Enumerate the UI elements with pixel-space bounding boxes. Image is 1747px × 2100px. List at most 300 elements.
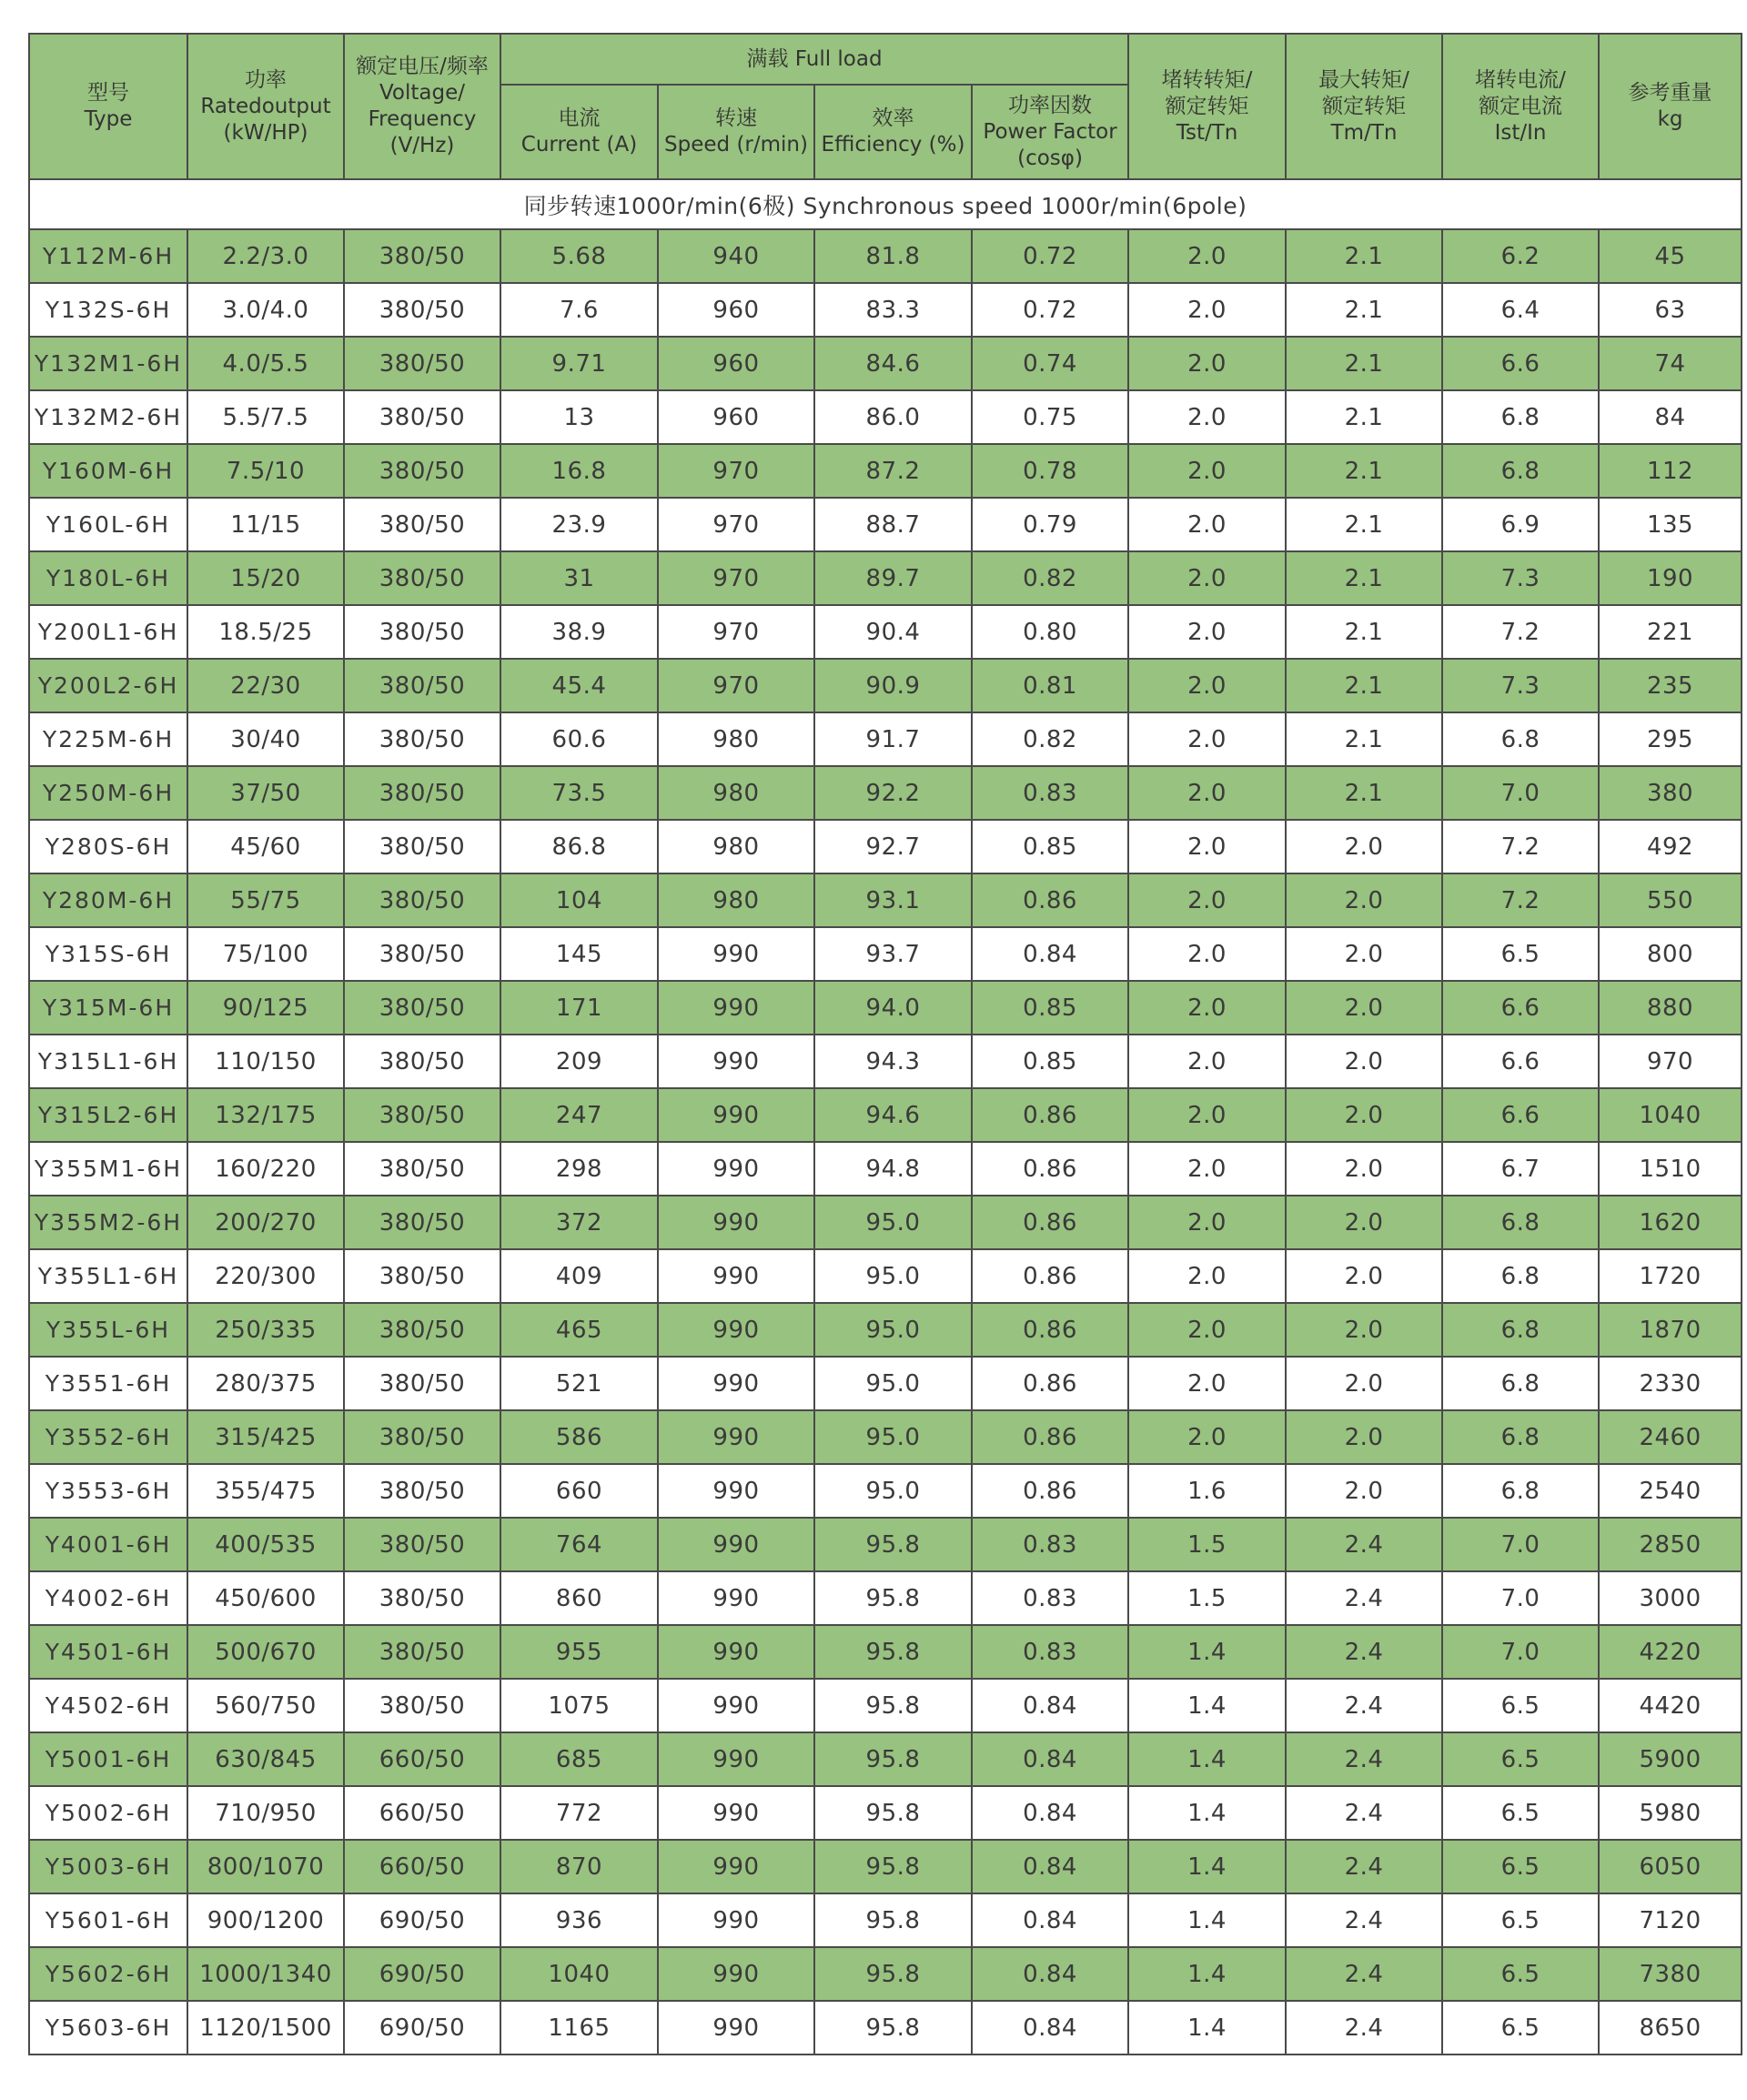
table-cell: 15/20 xyxy=(187,551,344,605)
table-cell: 380/50 xyxy=(344,444,500,498)
table-cell: 2460 xyxy=(1599,1410,1742,1464)
table-cell: 380/50 xyxy=(344,390,500,444)
table-cell: 6.8 xyxy=(1442,390,1599,444)
table-cell: 2.0 xyxy=(1128,712,1286,766)
table-cell: 900/1200 xyxy=(187,1893,344,1947)
table-cell: 0.84 xyxy=(972,1840,1128,1893)
model-type-cell: Y200L1-6H xyxy=(29,605,187,659)
table-cell: 7.2 xyxy=(1442,820,1599,873)
table-cell: 91.7 xyxy=(814,712,972,766)
table-cell: 1.5 xyxy=(1128,1518,1286,1571)
table-cell: 6.4 xyxy=(1442,283,1599,337)
table-cell: 295 xyxy=(1599,712,1742,766)
table-cell: 95.0 xyxy=(814,1464,972,1518)
model-type-cell: Y4001-6H xyxy=(29,1518,187,1571)
table-cell: 132/175 xyxy=(187,1088,344,1142)
table-cell: 112 xyxy=(1599,444,1742,498)
model-type-cell: Y3552-6H xyxy=(29,1410,187,1464)
table-cell: 2.0 xyxy=(1128,659,1286,712)
table-row xyxy=(29,1893,1742,1947)
table-cell: 560/750 xyxy=(187,1679,344,1732)
table-row xyxy=(29,981,1742,1035)
model-type-cell: Y4002-6H xyxy=(29,1571,187,1625)
table-row xyxy=(29,1840,1742,1893)
table-cell: 2.0 xyxy=(1128,1410,1286,1464)
table-cell: 2.0 xyxy=(1128,283,1286,337)
motor-spec-table xyxy=(28,33,1742,2055)
table-cell: 2.1 xyxy=(1286,337,1442,390)
table-cell: 2.4 xyxy=(1286,1679,1442,1732)
table-cell: 95.8 xyxy=(814,1518,972,1571)
table-cell: 500/670 xyxy=(187,1625,344,1679)
table-cell: 94.6 xyxy=(814,1088,972,1142)
table-cell: 2.0 xyxy=(1286,1035,1442,1088)
table-cell: 0.84 xyxy=(972,927,1128,981)
table-cell: 2.0 xyxy=(1286,1088,1442,1142)
table-cell: 1.6 xyxy=(1128,1464,1286,1518)
table-cell: 990 xyxy=(658,1518,814,1571)
model-type-cell: Y355L1-6H xyxy=(29,1249,187,1303)
table-cell: 5980 xyxy=(1599,1786,1742,1840)
table-cell: 0.86 xyxy=(972,1088,1128,1142)
table-cell: 1720 xyxy=(1599,1249,1742,1303)
table-cell: 380/50 xyxy=(344,605,500,659)
table-cell: 2.1 xyxy=(1286,551,1442,605)
table-cell: 0.78 xyxy=(972,444,1128,498)
table-cell: 710/950 xyxy=(187,1786,344,1840)
table-cell: 2.4 xyxy=(1286,1893,1442,1947)
table-cell: 5900 xyxy=(1599,1732,1742,1786)
table-cell: 45.4 xyxy=(500,659,658,712)
table-row xyxy=(29,337,1742,390)
table-cell: 0.85 xyxy=(972,981,1128,1035)
table-cell: 690/50 xyxy=(344,1947,500,2001)
table-cell: 690/50 xyxy=(344,1893,500,1947)
table-cell: 2.4 xyxy=(1286,1840,1442,1893)
table-cell: 2.0 xyxy=(1128,927,1286,981)
table-cell: 86.8 xyxy=(500,820,658,873)
table-cell: 550 xyxy=(1599,873,1742,927)
table-cell: 0.84 xyxy=(972,1947,1128,2001)
table-cell: 6.8 xyxy=(1442,1196,1599,1249)
table-cell: 95.0 xyxy=(814,1357,972,1410)
table-cell: 970 xyxy=(658,551,814,605)
table-row xyxy=(29,820,1742,873)
table-cell: 298 xyxy=(500,1142,658,1196)
table-cell: 0.83 xyxy=(972,1518,1128,1571)
table-cell: 95.0 xyxy=(814,1196,972,1249)
table-row xyxy=(29,659,1742,712)
table-cell: 380/50 xyxy=(344,229,500,283)
table-cell: 1.4 xyxy=(1128,2001,1286,2055)
table-cell: 0.86 xyxy=(972,1303,1128,1357)
table-cell: 7.0 xyxy=(1442,766,1599,820)
table-cell: 2.1 xyxy=(1286,659,1442,712)
table-cell: 55/75 xyxy=(187,873,344,927)
header-efficiency: 效率 Efficiency (%) xyxy=(814,85,972,179)
table-cell: 7.5/10 xyxy=(187,444,344,498)
table-cell: 95.8 xyxy=(814,2001,972,2055)
table-cell: 380/50 xyxy=(344,498,500,551)
table-cell: 7.0 xyxy=(1442,1571,1599,1625)
model-type-cell: Y355M2-6H xyxy=(29,1196,187,1249)
header-power-factor: 功率因数 Power Factor (cosφ) xyxy=(972,85,1128,179)
table-cell: 6.5 xyxy=(1442,1732,1599,1786)
table-cell: 380/50 xyxy=(344,1679,500,1732)
table-cell: 235 xyxy=(1599,659,1742,712)
table-cell: 90.4 xyxy=(814,605,972,659)
table-row xyxy=(29,873,1742,927)
table-cell: 6.5 xyxy=(1442,2001,1599,2055)
table-cell: 37/50 xyxy=(187,766,344,820)
table-body xyxy=(29,179,1742,2055)
header-full-load: 满载 Full load xyxy=(500,34,1128,85)
table-cell: 0.86 xyxy=(972,873,1128,927)
table-row xyxy=(29,1357,1742,1410)
table-cell: 380/50 xyxy=(344,1035,500,1088)
table-cell: 0.84 xyxy=(972,1732,1128,1786)
table-cell: 980 xyxy=(658,766,814,820)
table-cell: 95.8 xyxy=(814,1786,972,1840)
table-cell: 2.4 xyxy=(1286,2001,1442,2055)
table-row xyxy=(29,1518,1742,1571)
table-cell: 2.1 xyxy=(1286,229,1442,283)
table-cell: 73.5 xyxy=(500,766,658,820)
table-cell: 2.1 xyxy=(1286,766,1442,820)
table-cell: 250/335 xyxy=(187,1303,344,1357)
table-cell: 409 xyxy=(500,1249,658,1303)
table-cell: 0.83 xyxy=(972,1625,1128,1679)
table-cell: 95.8 xyxy=(814,1840,972,1893)
table-cell: 2540 xyxy=(1599,1464,1742,1518)
table-cell: 990 xyxy=(658,1571,814,1625)
table-cell: 94.3 xyxy=(814,1035,972,1088)
table-cell: 93.7 xyxy=(814,927,972,981)
model-type-cell: Y4501-6H xyxy=(29,1625,187,1679)
table-cell: 95.0 xyxy=(814,1410,972,1464)
model-type-cell: Y5602-6H xyxy=(29,1947,187,2001)
table-row xyxy=(29,498,1742,551)
table-cell: 380/50 xyxy=(344,927,500,981)
table-cell: 0.83 xyxy=(972,766,1128,820)
table-cell: 7.2 xyxy=(1442,605,1599,659)
table-cell: 6.8 xyxy=(1442,1464,1599,1518)
table-cell: 940 xyxy=(658,229,814,283)
table-cell: 3000 xyxy=(1599,1571,1742,1625)
table-cell: 90/125 xyxy=(187,981,344,1035)
table-cell: 7380 xyxy=(1599,1947,1742,2001)
table-cell: 6.8 xyxy=(1442,712,1599,766)
table-cell: 2.0 xyxy=(1128,1357,1286,1410)
table-cell: 7120 xyxy=(1599,1893,1742,1947)
table-cell: 92.2 xyxy=(814,766,972,820)
table-cell: 980 xyxy=(658,873,814,927)
table-cell: 315/425 xyxy=(187,1410,344,1464)
table-cell: 1165 xyxy=(500,2001,658,2055)
table-cell: 380/50 xyxy=(344,659,500,712)
table-cell: 1510 xyxy=(1599,1142,1742,1196)
table-cell: 990 xyxy=(658,1786,814,1840)
table-cell: 2.0 xyxy=(1128,390,1286,444)
table-cell: 4.0/5.5 xyxy=(187,337,344,390)
table-cell: 8650 xyxy=(1599,2001,1742,2055)
table-cell: 860 xyxy=(500,1571,658,1625)
table-cell: 2.0 xyxy=(1128,444,1286,498)
table-cell: 7.0 xyxy=(1442,1625,1599,1679)
table-cell: 7.2 xyxy=(1442,873,1599,927)
table-row xyxy=(29,390,1742,444)
table-cell: 95.0 xyxy=(814,1303,972,1357)
table-cell: 2330 xyxy=(1599,1357,1742,1410)
group-title-row xyxy=(29,179,1742,229)
table-cell: 380/50 xyxy=(344,712,500,766)
table-cell: 960 xyxy=(658,283,814,337)
table-cell: 2.0 xyxy=(1128,1249,1286,1303)
table-cell: 247 xyxy=(500,1088,658,1142)
table-cell: 45 xyxy=(1599,229,1742,283)
table-cell: 0.84 xyxy=(972,2001,1128,2055)
table-cell: 990 xyxy=(658,1357,814,1410)
table-row xyxy=(29,1786,1742,1840)
table-cell: 465 xyxy=(500,1303,658,1357)
table-cell: 380/50 xyxy=(344,1142,500,1196)
table-cell: 90.9 xyxy=(814,659,972,712)
table-cell: 380/50 xyxy=(344,283,500,337)
table-row xyxy=(29,1732,1742,1786)
table-cell: 936 xyxy=(500,1893,658,1947)
table-cell: 1040 xyxy=(500,1947,658,2001)
table-cell: 990 xyxy=(658,1035,814,1088)
table-cell: 221 xyxy=(1599,605,1742,659)
table-cell: 990 xyxy=(658,1840,814,1893)
table-cell: 2.0 xyxy=(1286,981,1442,1035)
table-cell: 630/845 xyxy=(187,1732,344,1786)
table-cell: 7.3 xyxy=(1442,551,1599,605)
table-cell: 63 xyxy=(1599,283,1742,337)
table-cell: 990 xyxy=(658,2001,814,2055)
table-cell: 31 xyxy=(500,551,658,605)
synchronous-speed-title: 同步转速1000r/min(6极) Synchronous speed 1000r/min(6pole) xyxy=(29,179,1742,229)
table-row xyxy=(29,1410,1742,1464)
table-cell: 2.0 xyxy=(1128,337,1286,390)
table-cell: 1.4 xyxy=(1128,1732,1286,1786)
table-cell: 1120/1500 xyxy=(187,2001,344,2055)
table-cell: 2.0 xyxy=(1286,1410,1442,1464)
table-cell: 2.0 xyxy=(1286,820,1442,873)
table-cell: 660/50 xyxy=(344,1840,500,1893)
table-cell: 990 xyxy=(658,1679,814,1732)
model-type-cell: Y315S-6H xyxy=(29,927,187,981)
model-type-cell: Y160M-6H xyxy=(29,444,187,498)
table-cell: 2.1 xyxy=(1286,283,1442,337)
table-cell: 5.5/7.5 xyxy=(187,390,344,444)
table-cell: 6.8 xyxy=(1442,444,1599,498)
table-cell: 380/50 xyxy=(344,1088,500,1142)
table-cell: 94.8 xyxy=(814,1142,972,1196)
table-cell: 60.6 xyxy=(500,712,658,766)
table-cell: 2.4 xyxy=(1286,1947,1442,2001)
table-cell: 95.0 xyxy=(814,1249,972,1303)
model-type-cell: Y280S-6H xyxy=(29,820,187,873)
table-cell: 95.8 xyxy=(814,1679,972,1732)
table-cell: 1870 xyxy=(1599,1303,1742,1357)
table-cell: 0.84 xyxy=(972,1893,1128,1947)
header-speed: 转速 Speed (r/min) xyxy=(658,85,814,179)
table-cell: 2.4 xyxy=(1286,1786,1442,1840)
header-weight: 参考重量 kg xyxy=(1599,34,1742,179)
table-cell: 380/50 xyxy=(344,1571,500,1625)
table-cell: 145 xyxy=(500,927,658,981)
table-row xyxy=(29,2001,1742,2055)
model-type-cell: Y5603-6H xyxy=(29,2001,187,2055)
model-type-cell: Y180L-6H xyxy=(29,551,187,605)
table-cell: 6.6 xyxy=(1442,1088,1599,1142)
table-cell: 11/15 xyxy=(187,498,344,551)
table-cell: 990 xyxy=(658,1464,814,1518)
table-cell: 380/50 xyxy=(344,1410,500,1464)
table-cell: 380/50 xyxy=(344,1464,500,1518)
table-cell: 2.0 xyxy=(1128,498,1286,551)
table-cell: 94.0 xyxy=(814,981,972,1035)
table-row xyxy=(29,1947,1742,2001)
table-cell: 6.5 xyxy=(1442,1947,1599,2001)
table-row xyxy=(29,1088,1742,1142)
table-cell: 7.3 xyxy=(1442,659,1599,712)
table-cell: 0.80 xyxy=(972,605,1128,659)
table-cell: 0.82 xyxy=(972,551,1128,605)
table-row xyxy=(29,1625,1742,1679)
model-type-cell: Y132M1-6H xyxy=(29,337,187,390)
table-cell: 1.4 xyxy=(1128,1679,1286,1732)
table-cell: 980 xyxy=(658,820,814,873)
table-cell: 1.5 xyxy=(1128,1571,1286,1625)
table-cell: 6.9 xyxy=(1442,498,1599,551)
table-cell: 0.86 xyxy=(972,1249,1128,1303)
table-cell: 5.68 xyxy=(500,229,658,283)
table-cell: 1620 xyxy=(1599,1196,1742,1249)
table-cell: 2.0 xyxy=(1286,1464,1442,1518)
table-cell: 0.86 xyxy=(972,1142,1128,1196)
model-type-cell: Y132M2-6H xyxy=(29,390,187,444)
table-cell: 990 xyxy=(658,1303,814,1357)
table-cell: 2.4 xyxy=(1286,1518,1442,1571)
table-cell: 2.0 xyxy=(1286,1142,1442,1196)
table-row xyxy=(29,1303,1742,1357)
table-cell: 38.9 xyxy=(500,605,658,659)
table-cell: 18.5/25 xyxy=(187,605,344,659)
table-cell: 0.72 xyxy=(972,229,1128,283)
table-row xyxy=(29,1196,1742,1249)
table-cell: 400/535 xyxy=(187,1518,344,1571)
table-cell: 2.2/3.0 xyxy=(187,229,344,283)
table-cell: 7.6 xyxy=(500,283,658,337)
table-cell: 7.0 xyxy=(1442,1518,1599,1571)
table-cell: 93.1 xyxy=(814,873,972,927)
table-cell: 92.7 xyxy=(814,820,972,873)
table-cell: 0.81 xyxy=(972,659,1128,712)
model-type-cell: Y5002-6H xyxy=(29,1786,187,1840)
table-cell: 2.0 xyxy=(1128,981,1286,1035)
table-cell: 990 xyxy=(658,927,814,981)
table-cell: 2.0 xyxy=(1128,229,1286,283)
table-cell: 380/50 xyxy=(344,1357,500,1410)
table-cell: 380/50 xyxy=(344,766,500,820)
table-cell: 2.0 xyxy=(1286,873,1442,927)
table-row xyxy=(29,1249,1742,1303)
table-cell: 2.0 xyxy=(1128,1035,1286,1088)
table-cell: 6.5 xyxy=(1442,1679,1599,1732)
table-cell: 3.0/4.0 xyxy=(187,283,344,337)
table-cell: 2.0 xyxy=(1128,873,1286,927)
table-cell: 95.8 xyxy=(814,1893,972,1947)
table-cell: 84.6 xyxy=(814,337,972,390)
table-cell: 190 xyxy=(1599,551,1742,605)
table-cell: 990 xyxy=(658,1196,814,1249)
table-cell: 990 xyxy=(658,981,814,1035)
table-row xyxy=(29,605,1742,659)
table-cell: 200/270 xyxy=(187,1196,344,1249)
table-cell: 2.0 xyxy=(1286,1196,1442,1249)
table-cell: 2.0 xyxy=(1286,1357,1442,1410)
model-type-cell: Y315L2-6H xyxy=(29,1088,187,1142)
table-cell: 95.8 xyxy=(814,1947,972,2001)
table-cell: 6.2 xyxy=(1442,229,1599,283)
table-cell: 6.8 xyxy=(1442,1410,1599,1464)
table-cell: 110/150 xyxy=(187,1035,344,1088)
table-cell: 660/50 xyxy=(344,1786,500,1840)
table-cell: 0.85 xyxy=(972,820,1128,873)
table-cell: 9.71 xyxy=(500,337,658,390)
table-cell: 280/375 xyxy=(187,1357,344,1410)
table-cell: 1.4 xyxy=(1128,1947,1286,2001)
table-cell: 380/50 xyxy=(344,1625,500,1679)
table-cell: 6.6 xyxy=(1442,1035,1599,1088)
table-cell: 380/50 xyxy=(344,1196,500,1249)
header-current: 电流 Current (A) xyxy=(500,85,658,179)
table-cell: 6.5 xyxy=(1442,1893,1599,1947)
table-cell: 1.4 xyxy=(1128,1786,1286,1840)
table-cell: 380/50 xyxy=(344,551,500,605)
table-cell: 970 xyxy=(658,444,814,498)
table-cell: 4220 xyxy=(1599,1625,1742,1679)
table-cell: 0.79 xyxy=(972,498,1128,551)
model-type-cell: Y355M1-6H xyxy=(29,1142,187,1196)
table-cell: 380/50 xyxy=(344,1249,500,1303)
table-cell: 990 xyxy=(658,1142,814,1196)
header-locked-torque: 堵转转矩/ 额定转矩 Tst/Tn xyxy=(1128,34,1286,179)
table-cell: 6.6 xyxy=(1442,337,1599,390)
table-row xyxy=(29,927,1742,981)
table-row xyxy=(29,444,1742,498)
table-cell: 2.1 xyxy=(1286,712,1442,766)
table-cell: 1.4 xyxy=(1128,1840,1286,1893)
table-cell: 89.7 xyxy=(814,551,972,605)
model-type-cell: Y315M-6H xyxy=(29,981,187,1035)
table-row xyxy=(29,1142,1742,1196)
table-cell: 75/100 xyxy=(187,927,344,981)
table-cell: 372 xyxy=(500,1196,658,1249)
table-cell: 990 xyxy=(658,1947,814,2001)
model-type-cell: Y200L2-6H xyxy=(29,659,187,712)
table-cell: 88.7 xyxy=(814,498,972,551)
model-type-cell: Y315L1-6H xyxy=(29,1035,187,1088)
table-cell: 1000/1340 xyxy=(187,1947,344,2001)
header-type: 型号 Type xyxy=(29,34,187,179)
table-cell: 960 xyxy=(658,337,814,390)
table-cell: 45/60 xyxy=(187,820,344,873)
table-cell: 0.75 xyxy=(972,390,1128,444)
table-cell: 380/50 xyxy=(344,820,500,873)
